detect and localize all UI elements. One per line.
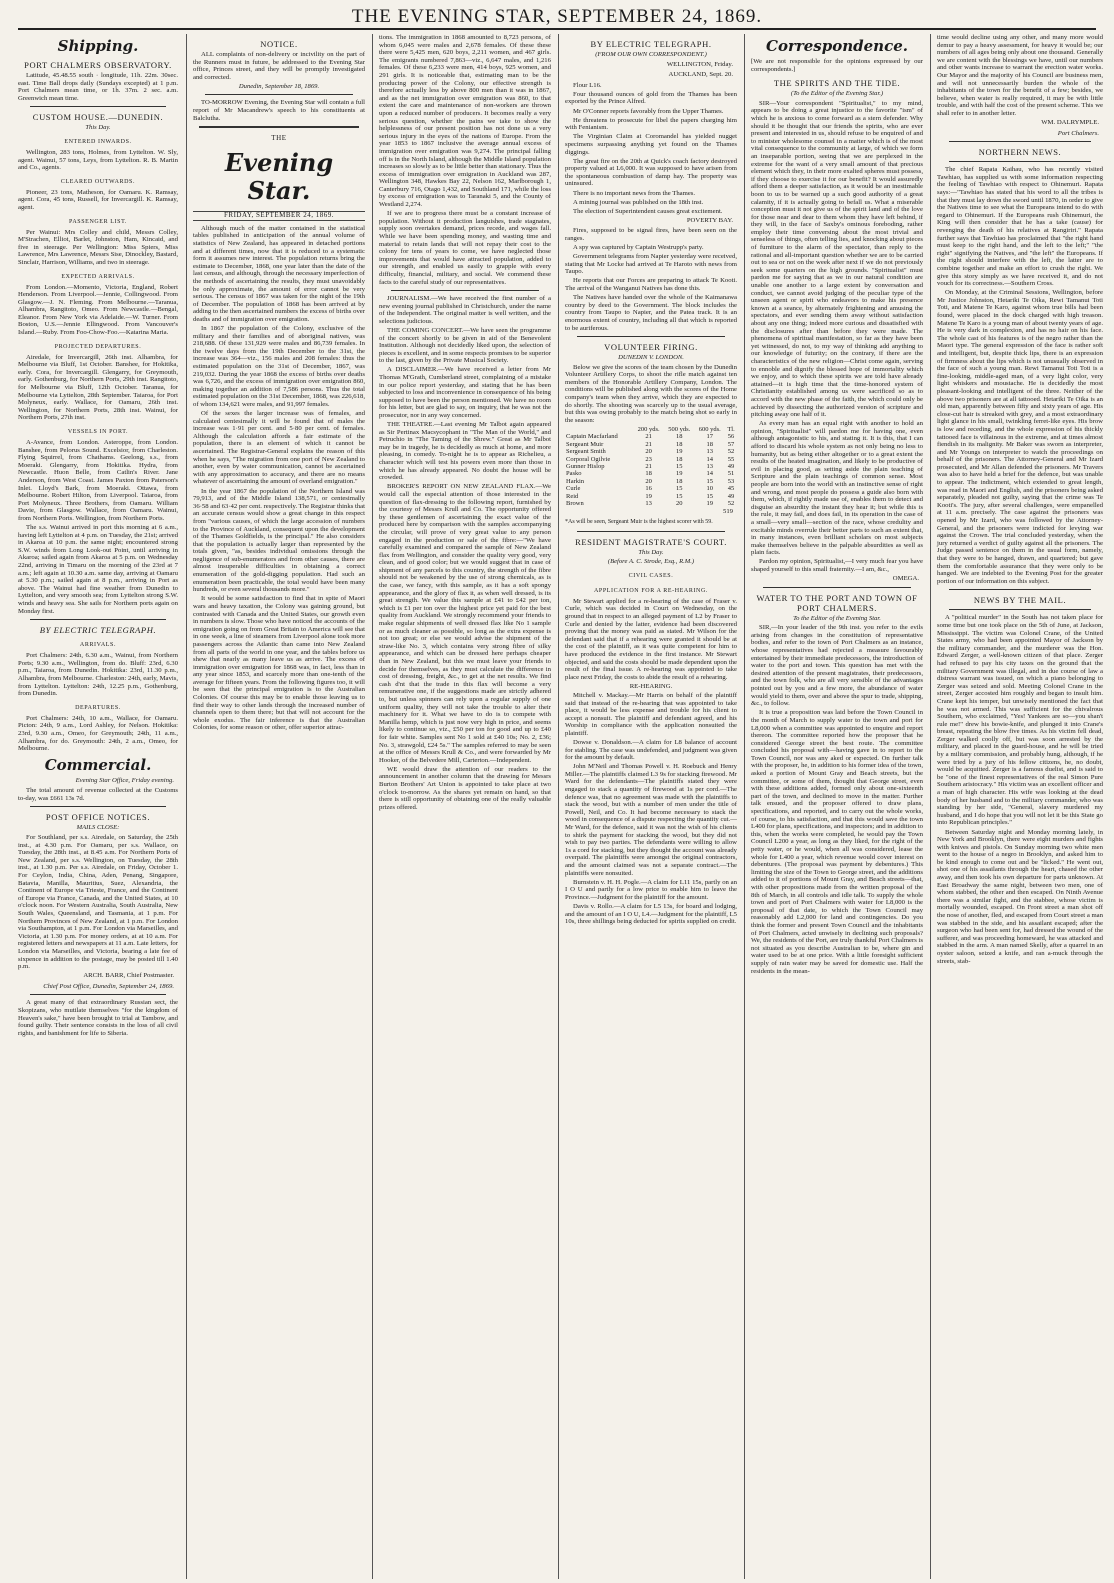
- table-cell: 14: [706, 470, 713, 478]
- spirits-paragraph: Pardon my opinion, Spiritualist,—I very much fear you have shaped yourself to this small fraternity.—I am, &c.,: [751, 558, 923, 573]
- spirits-heading: THE SPIRITS AND THE TIDE.: [773, 78, 901, 89]
- table-cell: 18: [675, 477, 683, 485]
- vessels-in-port-text: A-Avance, from London. Asteroppe, from London. Banshee, from Pelorus Sound. Excelsior, from Charleston. Flying Squirrel, from Chathams. Geelong, s.s., from Moeraki. Glengarry, from Hokitika. Hydra, from Newcastle. Huon Belle, from Catlin's River. Jane Anderson, from West Coast. James Paxton from Paterson's Inlet. Lloyd's Bark, from Moeraki. Ottawa, from Melbourne. Robert Hilton, from Liverpool. Taiaroa, from Port Molyneux. Three Brothers, from Oamaru. William Davie, from Glasgow. Wallace, from Oamaru. Wainui, from Northern Ports. Wellington, from Northern Ports.: [18, 439, 178, 522]
- divider: [949, 161, 1091, 162]
- volunteer-subheading: DUNEDIN V. LONDON.: [618, 354, 684, 362]
- flax-report-item: BROKER'S REPORT ON NEW ZEALAND FLAX.—We would call the especial attention of those interested in the question of flax-dressing to the following report, furnished by the courtesy of Messrs Krull and Co. The opportunity offered by these gentlemen of ascertaining the exact value of the produced here by comparison with the samples accompanying the circular, will prove of very great value to any person engaged in the production or sale of the fibre:—"We have carefully examined and compared the sample of New Zealand flax from Wellington, and consider the quality very good, very clean, and of good color; but we would suggest that in case of shipment of any parcels to this country, the strength of the fibre should not be weakened by the use of strong chemicals, as is the case, we fancy, with this sample, as it has a soft spongy appearance, and the glory of flax it, as when well dressed, is its great strength. We value this sample at £41 to £42 per ton, which is £1 per ton over the highest price yet paid for the best quality from Auckland. We strongly recommend your friends to make regular shipments of well dressed flax like No 1 sample or as much cleaner as possible, so long as the extra expense is not too great; or else we would advise the shipment of the straw-like No. 3, which contains very strong fibre of silky appearance, and which can be dressed here perhaps cheaper than in New Zealand, but this we must leave your friends to decide for themselves, as they must calculate the difference in cost of dressing, freight, &c., to get at the net results. We find cash d'nt that the trade in this flax will become a very remunerative one, if the suggestions made are strictly adhered to, but unless spinners can rely upon a regular supply of one uniform quality, they will not take the trouble to alter their machinery for it. What we have to do is to compete with Manilla hemp, which is just now very high in price, and seems likely to continue so, viz., £50 per ton for good and up to £40 for fair white. Samples sent No 1 sold at £40 10s; No. 2, £36; No. 3, strawgold, £24 5s." The samples referred to may be seen at the office of Messrs Krull & Co., and were forwarded by Mr Hooker, of the Belvedere Mill, Carterton.—Independent.: [379, 483, 551, 764]
- table-cell: 57: [727, 440, 735, 448]
- auckland-dateline: AUCKLAND, Sept. 20.: [668, 71, 733, 79]
- poverty-bay-item: He reports that our Forces are preparing to attack Te Kooti. The arrival of the Wanganui Natives has done this.: [565, 277, 737, 293]
- art-union-item: WE would draw the attention of our readers to the announcement in another column that the drawing for Messrs Burton Brothers' Art Union is appointed to take place at two o'clock to-morrow. As the shares yet remain on hand, so that there is still opportunity of obtaining one of the really valuable prizes offered.: [379, 765, 551, 811]
- auckland-item: He threatens to prosecute for libel the papers charging him with Fenianism.: [565, 116, 737, 132]
- concert-item: THE COMING CONCERT.—We have seen the programme of the concert shortly to be given in aid of the Benevolent Institution. Although not decidedly liked upon, the selection of pieces is excellent, and in some respects promises to be superior to the last, given by the Private Musical Society.: [379, 326, 551, 365]
- score-total: 519: [722, 508, 733, 516]
- water-paragraph: It is true a proposition was laid before the Town Council in the month of March to supply water to the town and port for L8,000 when a committee was appointed to enquire and report thereon. The committee reported how the proposer that he considered George street the best route. The committee concluded his proposal with—having gave in to report to the Town Council, nor was any aked or expected. On further talk with the proposer, he, in addition to his former idea of the town, asked a portion of Mount Gray and Beach streets, but the committee, or some of them, thought that George street, even with these additions added, formed only about one-sixteenth part of the town, and declined to move in the matter. Further talk ensued, and the proposer offered to draw plans, specifications, and reported, and to carry out the whole works, of course, to his satisfaction, and that this would save the town L400 for plans, specifications, and inspectors; and in addition to this, when the works were completed, he would pay the Town Council L200 a year, as long as they liked, for the right of the petty water, or he would, when all was considered, lease the whole for L400 a year, which revenue would cover interest on debentures. (The proposal was payment by debentures.) This limiting the size of the Town to George street, and the additions added to it of portions of Mount Gray, and Beach streets—that, with other propositions made from the written proposal of the 8th of March, in all controls and idle talk. To supply the whole town and port of Port Chalmers with water for L8,000 is the proposal of that date, to which the Town Council may reasonably add L2,000 for land and contingencies. Do you think the former and present Town Council and the inhabitants of Port Chalmers, acted unwisely in declining such proposals? We, the residents of the Port, are truly thankful Port Chalmers is not situated as you describe Australian to be, where gin and water used to be at one price. With a little foresight sufficient supply of rain water may be saved for domestic use. Half the residents in the mean-: [751, 709, 923, 975]
- application-heading: APPLICATION FOR A RE-HEARING.: [593, 587, 709, 594]
- rm-paragraph: Dowse v. Donaldson.—A claim for L8 balance of account for stabling. The case was undefended, and judgment was given for the amount by default.: [565, 738, 737, 762]
- table-cell: 23: [645, 455, 652, 463]
- telegraph-source: (FROM OUR OWN CORRESPONDENT.): [595, 51, 707, 58]
- column-editorial: [186, 34, 365, 1579]
- table-cell: 45: [727, 485, 735, 493]
- notice-date: Dunedin, September 18, 1869.: [238, 82, 320, 90]
- divider: [30, 106, 166, 107]
- table-row: [565, 456, 737, 463]
- editorial-paragraph: It would be some satisfaction to find that in spite of Maori wars and heavy taxation, the Colony was gaining ground, but contrasted with Canada and the United States, our growth even in numbers is slow. Those who have noticed the accounts of the emigration going on from Great Britain to America will see that in one week, a line of steamers from Liverpool alone took more passengers across the Atlantic than came into New Zealand from all parts of the world in one year, and the tables before us shew that nearly as many leave us as arrive. The excess of immigration over emigration for 1868 was, in fact, less than in any year since 1853, and scarcely more than one-tenth of the average for fifteen years. From the following figures too, it will be seen that the principal emigration is to the Australian Colonies. Of course this may be to enable those leaving us to find their way to other lands through the increased number of channels open to them there; but that will not account for the whole exodus. The fair inference is that the Australian Colonies, for some reason or other, offer superior attrac-: [193, 595, 365, 732]
- column-editorial-cont: [372, 34, 551, 1579]
- table-cell: Sergeant Smith: [566, 448, 606, 456]
- table-cell: 15: [675, 485, 683, 493]
- rm-paragraph: Mr Stewart applied for a re-hearing of the case of Fraser v. Curle, which was decided in Court on Wednesday, on the ground that in respect to an alleged payment of L2 by Fraser to Curle and denied by the latter, evidence had been discovered proving that the money was paid as stated. Mr Wilson for the defendant said that if a rehearing were granted it should be at the cost of the plaintiff, as it was quite competent for him to have produced the evidence in the first instance. Mr Stewart objected, and said the costs should be made dependent upon the result of the final issue. A re-hearing was appointed to take place next Friday, the costs to abide the result of a rehearing.: [565, 597, 737, 681]
- correspondence-heading: Correspondence.: [766, 37, 908, 55]
- tel-departures-text: Port Chalmers: 24th, 10 a.m., Wallace, for Oamaru. Picton: 24th, 9 a.m., Lord Ashley, for Nelson. Hokitika: 23rd, 9.30 a.m., Omeo, for Greymouth; 24th, 11 a.m., Alhambra, for do. Greymouth: 24th, 2 a.m., Omeo, for Melbourne.: [18, 714, 178, 753]
- rm-court-heading: RESIDENT MAGISTRATE'S COURT.: [575, 536, 727, 547]
- table-cell: 49: [727, 492, 735, 500]
- water-paragraph: time would decline using any other, and many more would demur to pay a heavy assessment, for heavy it would be; our numbers of all ages being only about one thousand. Generally we are content with the blessings we have, until our numbers and other wants increase to warrant the erection water works. Our Mayor and the majority of his Council are business men, and will not unnecessarily burden the whole of the inhabitants of the town for the benefit of a few; besides, we believe, when water is really required, it may be with little trouble, and with half the cost of the present scheme. This we shall refer to in another letter.: [937, 34, 1103, 117]
- table-cell: 17: [706, 433, 713, 441]
- projected-departures-heading: PROJECTED DEPARTURES.: [54, 343, 142, 350]
- table-cell: 15: [675, 462, 683, 470]
- paper-title: Evening Star.: [224, 148, 334, 206]
- divider: [949, 141, 1091, 142]
- expected-arrivals-text: From London.—Momento, Victoria, England, Robert Henderson. From Liverpool.—Jennie, Collingwood. From Glasgow.—J. N. Fleming. From Melbourne.—Taranua, Alhambra, Rangitoto, Omeo. From Newcastle.—Bengal, Eleanor. From New York via Adelaide.—W. Turner. From Boston, U.S.—Jennie Ellingwood. From Vancouver's Island.—Ruby. From Foo-Chow-Foo.—Katarina Maria.: [18, 283, 178, 337]
- divider: [577, 531, 725, 532]
- table-row: [565, 478, 737, 485]
- mails-close-label: MAILS CLOSE:: [76, 824, 120, 832]
- tel-arrivals-heading: ARRIVALS.: [79, 642, 117, 649]
- mail-paragraph: Between Saturday night and Monday morning lately, in New York and Brooklyn, there were eight murders and fights with knives and pistols. On Sunday morning two white men went to the house of a negro in Brooklyn, and asked him to be kind enough to come out and be "licked." He went out, shot one of his assailants through the heart, chased the other away, and then took his own departure for parts unknown. At East Broadway the same night, between two men, one of whom stabbed, the other and then escaped. On Ninth Avenue there was a similar fight, and the stabbee, whose victim is mortally wounded, escaped. On Front street a man shot off the nose of another, fled, and escaped from Court street a man was stabbed in the side, and his assailant escaped; after the surgeon who had been sent for, had dressed the wound of the sufferer, and was proceeding homeward, he was attacked and stabbed in the arm. A man named Skelly, after a quarrel in an oyster saloon, seized a knife, and ran a-muck through the streets, stab-: [937, 828, 1103, 965]
- table-cell: 19: [706, 500, 713, 507]
- divider: [577, 336, 725, 337]
- rm-paragraph: Mitchell v. Mackay.—Mr Harris on behalf of the plaintiff said that instead of the re-hearing that was appointed to take place, it would be less expense and trouble for his client to accept a nonsuit. The plaintiff and defendant agreed, and his Worship in compliance with the application nonsuited the plaintiff.: [565, 691, 737, 737]
- telegraph-heading: BY ELECTRIC TELEGRAPH.: [39, 625, 157, 636]
- cleared-outwards-text: Pioneer, 23 tons, Matheson, for Oamaru. K. Ramsay, agent. Cora, 45 tons, Russell, for Invercargill. K. Ramsay, agent.: [18, 188, 178, 211]
- table-cell: 13: [706, 462, 713, 470]
- auckland-item: The great fire on the 20th at Quick's coach factory destroyed property valued at L6,000. It was supposed to have arisen from the spontaneous combustion of damp hay. The property was uninsured.: [565, 157, 737, 188]
- vessels-in-port-heading: VESSELS IN PORT.: [67, 429, 129, 435]
- theatre-item: THE THEATRE.—Last evening Mr Talbot again appeared as Sir Pertinax Macsycophant in "The Man of the World," and Petruchio in "The Taming of the Shrew." Great as Mr Talbot may be in tragedy, he is decidedly as much at home, and more pleasing, in comedy. To-night he is to appear as Richelieu, a character which will test his powers even more than those in which he has already appeared. No doubt the house will be crowded.: [379, 421, 551, 482]
- cleared-outwards-heading: CLEARED OUTWARDS.: [60, 178, 136, 185]
- table-cell: 15: [675, 492, 683, 500]
- table-cell: 19: [645, 492, 652, 500]
- table-cell: Gunner Hislop: [566, 462, 605, 470]
- auckland-item: Flour L16.: [573, 81, 602, 89]
- table-cell: 19: [675, 448, 683, 456]
- editorial-paragraph: In 1867 the population of the Colony, exclusive of the military and their families and of aboriginal natives, was 218,688. Of these 131,929 were males and 86,739 females. In the twelve days from the 19th December to the 31st, the increase was 364—viz., 156 males and 208 females: thus the estimated population on the 31st of December, 1867, was 219,032. During the year 1868 the excess of births over deaths was 6,726, and the excess of immigration over emigration 860, making together an addition of 7,586 persons. Thus the total estimated population on the 31st December, 1868, was 226,618, of whom 134,621 were males, and 91,997 females.: [193, 325, 365, 408]
- dateline: FRIDAY, SEPTEMBER 24, 1869.: [193, 211, 365, 221]
- column-telegraph: [558, 34, 737, 1579]
- volunteer-heading: VOLUNTEER FIRING.: [604, 342, 698, 353]
- editorial-paragraph: If we are to progress there must be a constant increase of population. Without it production languishes, trade stagnates, supply soon overtakes demand, prices recede, and wages fall. While we have been spending money, and wasting time and material to retain lands that will not repay their cost to the colony for tens of years to come, we have neglected those improvements that would have attracted population, added to our strength, and enabled us easily to grapple with every difficulty, financial, military, and social. We commend these facts to the careful study of our representatives.: [379, 210, 551, 286]
- table-row: [565, 500, 737, 507]
- divider: [949, 609, 1091, 610]
- column-correspondence: [744, 34, 923, 1579]
- table-cell: 10: [706, 485, 713, 493]
- table-cell: Pasko: [566, 470, 582, 478]
- post-office-text: For Southland, per s.s. Airedale, on Saturday, the 25th inst., at 4.30 p.m. For Oamaru, per s.s. Wallace, on Tuesday, the 28th inst., at 8.45 a.m. For Northern Ports of New Zealand, per s.s. Wellington, on Tuesday, the 28th inst., at 1.30 p.m. Per s.s. Airedale, on Friday, October 1. For Ceylon, India, China, Aden, Penang, Singapore, Batavia, Manilla, Mauritius, Suez, Alexandria, the Continent of Europe via Trieste, France, and the Continent of Europe via France, Canada, and the United States, at 10 o'clock noon. For Western Australia, South Australia, New South Wales, Queensland, and Tasmania, at 1 p.m. For Northern Provinces of New Zealand, at 1 p.m. For London via Southampton, at 1 p.m. For London via Marseilles, and Victoria, at 1.30 p.m. For money orders, at at 10 a.m. For registered letters and newspapers at 11 a.m. Late letters, for London via Marseilles, and Victoria, bearing a late fee of sixpence in addition to the postage, may be posted till 1.40 p.m.: [18, 834, 178, 971]
- water-signature: WM. DALRYMPLE.: [1041, 119, 1099, 127]
- rm-paragraph: John M'Neil and Thomas Powell v. H. Roebuck and Henry Miller.—The plaintiffs claimed L3 9s for stacking firewood. Mr Ward for the defendants—The plaintiffs stated they were engaged to stack a quantity of firewood at 1s per cord.—The defence was, that no agreement was made with the plaintiffs to stack the wood, but with a number of men under the title of Powell, Neil, and Co. It had become necessary to stack the wood in consequence of a dispute respecting the quantity cut.—Mr Ward, for the defence, said it was not the wish of his clients to shirk the payment for stacking the wood, but they did not wish to pay two parties. The defendants were willing to allow 1s a cord for stacking, but they thought the account was already overpaid. The plaintiffs were amongst the original contractors, and the amount claimed was not a separate contract.—The plaintiffs were nonsuited.: [565, 763, 737, 877]
- table-cell: 18: [675, 455, 683, 463]
- divider: [949, 589, 1091, 590]
- water-paragraph: SIR,—In your leader of the 9th inst. you refer to the evils arising from changes in the constitution of representative bodies, and refer to the town of Port Chalmers as an instance, whose representatives had rejected a measure favourably entertained by their immediate predecessors, the introduction of water to the port and town. This question has met with the desired attention of the present magistrates, their predecessors, and the town folk, who are all very sensible of the advantages pointed out by you and a few more, the abundance of water would yield to them, over and above the spur to trade, shipping, &c., to follow.: [751, 624, 923, 708]
- post-signature-place: Chief Post Office, Dunedin, September 24, 1869.: [43, 982, 174, 990]
- water-subheading: To the Editor of the Evening Star.: [793, 614, 881, 622]
- table-row: [565, 463, 737, 470]
- tomorrow-notice: TO-MORROW Evening, the Evening Star will contain a full report of Mr Macandrew's speech to his constituents at Balclutha.: [193, 99, 365, 122]
- telegraph-heading: BY ELECTRIC TELEGRAPH.: [590, 39, 712, 49]
- tel-arrivals-text: Port Chalmers: 24th, 6.30 a.m., Wainui, from Northern Ports; 9.30 a.m., Wellington, from do. Bluff: 23rd, 6.30 p.m., Taiaroa, from Dunedin. Hokitika: 23rd, 11.30 p.m., Alhambra, from Melbourne. Charleston: 24th, early, Mavis, from Lyttelton. Lyttelton: 24th, 12.25 p.m., Gothenburg, from Dunedin.: [18, 652, 178, 698]
- table-cell: 52: [727, 500, 735, 507]
- table-cell: Captain Macfarland: [566, 433, 618, 441]
- table-row: [565, 470, 737, 477]
- table-cell: Corporal Ogilvie: [566, 455, 611, 463]
- spirits-signature: OMEGA.: [892, 575, 919, 583]
- rm-paragraph: Burnstein v. H. H. Pogle.—A claim for L11 15s, partly on an I O U and partly for a low price to enable him to leave the Province.—Judgment for the plaintiff for the amount.: [565, 878, 737, 901]
- table-cell: Curle: [566, 485, 581, 493]
- auckland-item: There is no important news from the Thames.: [573, 189, 696, 197]
- spirits-paragraph: As every man has an equal right with another to hold an opinion, "Spiritualist" will pardon me for having one, even although antagonistic to his, and stating it. It is this, that I can afford to discard his whole system as not only being no less to humanity, but as being either altogether or to a great extent the results of the heated imagination, and likely to be productive of evil in placing good, as setting aside the plain teaching of Scripture and the plain teachings of common sense. Most people are born into the world with an instinctive sense of right and wrong, and most people do possess a guide also born with them, which, if rightly made use of, enables them to detect and disguise an absurdity the instant they hear it; but while this is the rule, it may fail, and does fail, in its operation in the case of a small—very small—section of the race, whose credulity and excitable minds overrule their better parts to such an extent that, in many instances, even brilliant scholars on most subjects make themselves believe in the palpable absurdities as well as plain facts.: [751, 420, 923, 557]
- rm-before: (Before A. C. Strode, Esq., R.M.): [607, 558, 695, 566]
- table-cell: 53: [727, 477, 735, 485]
- poverty-bay-item: The Natives have handed over the whole of the Kaimanawa country by deed to the Government. The block includes the country from Taupo to Napier, and the Patea track. It is an enormous extent of country, including all that which is reported to be auriferous.: [565, 294, 737, 332]
- volunteer-text: Below we give the scores of the team chosen by the Dunedin Volunteer Artillery Corps, to shoot the rifle match against ten members of the Honorable Artillery Company, London. The conditions will be published along with the scores of the Home company's team when they arrive, which they are expected to do shortly. The shooting was scarcely up to the usual average, but this was owing probably to the match being shot so early in the season:: [565, 363, 737, 424]
- wellington-dateline: WELLINGTON, Friday.: [666, 60, 733, 68]
- table-cell: 14: [706, 455, 713, 463]
- commercial-text: The total amount of revenue collected at the Customs to-day, was £661 13s 7d.: [18, 787, 178, 802]
- the-label: THE: [271, 134, 287, 143]
- table-row: [565, 433, 737, 440]
- score-col-header: 600 yds.: [698, 425, 721, 433]
- table-cell: 16: [645, 485, 652, 493]
- notice-heading: NOTICE.: [260, 39, 298, 49]
- tel-departures-heading: DEPARTURES.: [75, 704, 121, 711]
- northern-news-heading: NORTHERN NEWS.: [978, 147, 1062, 158]
- projected-departures-text: Airedale, for Invercargill, 26th inst. Alhambra, for Melbourne via Bluff, 1st October. Banshee, for Hokitika, early. Cora, for Invercargill. Glengarry, for Greymouth, early. Gothenburg, for Northern Ports, 29th inst. Rangitoto, for Melbourne via Bluff, 12th October. Taranua, for Melbourne via Lyttelton, 28th September. Taiaroa, for Port Molyneux, early. Wallace, for Oamaru, 26th inst. Wellington, for Northern Ports, 28th inst. Wainui, for Northern Ports, 27th inst.: [18, 353, 178, 422]
- shipping-heading: Shipping.: [57, 37, 139, 55]
- editorial-paragraph: In the year 1867 the population of the Northern Island was 79,913, and of the Middle Island 138,571, or centesimally 36·58 and 63·42 per cent. respectively. The Registrar thinks that an accurate census would show a great change in this respect from "various causes, of which the large accession of numbers to the Province of Auckland, consequent upon the development of the Thames Goldfields, is the principal." He also considers that the population is actually larger than represented by the totals given, "as, besides individual omissions through the negligence of sub-enumerators and from other causes, there are almost insuperable difficulties in obtaining a correct enumeration of the gold-digging population. Had such an enumeration been practicable, the total would have been many hundreds, or even several thousands more.": [193, 487, 365, 594]
- rm-this-day: This Day.: [638, 548, 664, 556]
- rm-subheading: RE-HEARING.: [629, 682, 673, 690]
- score-col-header: 500 yds.: [668, 425, 691, 433]
- table-cell: 56: [727, 433, 735, 441]
- auckland-item: Mr O'Conner reports favorably from the Upper Thames.: [573, 107, 724, 115]
- commercial-heading: Commercial.: [44, 755, 152, 774]
- divider: [30, 619, 166, 620]
- poverty-bay-dateline: POVERTY BAY.: [686, 216, 733, 224]
- table-cell: Reid: [566, 492, 579, 500]
- table-cell: 13: [645, 500, 652, 507]
- poverty-bay-item: Fires, supposed to be signal fires, have been seen on the ranges.: [565, 227, 737, 242]
- table-cell: 18: [675, 433, 683, 441]
- mail-news-heading: NEWS BY THE MAIL.: [973, 595, 1067, 606]
- expected-arrivals-heading: EXPECTED ARRIVALS.: [61, 273, 135, 280]
- entered-inwards-text: Wellington, 283 tons, Holmes, from Lyttelton. W. Sly, agent. Wainui, 57 tons, Leys, from Lyttelton. R. B. Martin and Co., agents.: [18, 148, 178, 172]
- passenger-list-heading: PASSENGER LIST.: [68, 218, 127, 225]
- correspondence-disclaimer: [We are not responsible for the opinions expressed by our correspondents.]: [751, 58, 923, 73]
- auckland-item: The election of Superintendent causes great excitement.: [573, 207, 723, 215]
- table-cell: 20: [675, 500, 683, 507]
- score-table: [565, 426, 737, 507]
- auckland-item: Four thousand ounces of gold from the Thames has been exported by the Prince Alfred.: [565, 90, 737, 106]
- divider: [205, 94, 353, 95]
- rm-paragraph: Davis v. Rollo.—A claim for L5 13s, for board and lodging, and the amount of an I O U, L4.—Judgment for the plaintiff, L5 10s, three shillings being deducted for spirits supplied on credit.: [565, 902, 737, 926]
- editorial-paragraph: Although much of the matter contained in the statistical tables published in anticipation of the annual volume of statistics of New Zealand, has appeared in detached portions and at different times, now that it is reduced to a systematic form it assumes new interest. The population returns bring the estimate to December, 1868, one year later than the date of the last census, and although, through the necessary imperfection of the methods of ascertaining the results, they must unavoidably be only approximate, the amount of error cannot be very serious. The census of 1867 was taken for the night of the 19th of December. The population of 1868 has been arrived at by adding to the then ascertained numbers the excess of births over deaths and of immigration over emigration.: [193, 224, 365, 323]
- table-cell: 55: [727, 455, 735, 463]
- journalism-item: JOURNALISM.—We have received the first number of a new evening journal published in Christchurch, under the name of the Independent. The original matter is well written, and the selections judicious.: [379, 295, 551, 325]
- table-cell: 21: [645, 433, 652, 441]
- table-cell: 18: [645, 470, 652, 478]
- table-cell: 15: [706, 492, 713, 500]
- commercial-office: Evening Star Office, Friday evening.: [75, 776, 174, 784]
- disclaimer-item: A DISCLAIMER.—We have received a letter from Mr Thomas M'Grath, Cumberland street, complaining of a mistake in our police report yesterday, and stating that he has been subjected to loss and inconvenience in consequence of his being supposed to have been the person mentioned. We have no room for his letter, but are glad to say, on inquiry, that he was not the prosecutor, nor in any way concerned.: [379, 366, 551, 419]
- divider: [763, 587, 911, 588]
- poverty-bay-item: Government telegrams from Napier yesterday were received, stating that Mr Locke had arrived at Te Haroto with news from Taupo.: [565, 253, 737, 276]
- table-cell: 52: [727, 448, 735, 456]
- water-heading: WATER TO THE PORT AND TOWN OF PORT CHALMERS.: [756, 592, 918, 613]
- score-col-header: [565, 426, 633, 433]
- observatory-text: Latitude, 45.48.55 south · longitude, 11h. 22m. 30sec. east. Time Ball drops daily (Sundays excepted) at 1 p.m. Port Chalmers mean time, or 1h. 37m. 2 sec. a.m. Greenwich mean time.: [18, 72, 178, 102]
- divider: [391, 290, 539, 291]
- this-day-label: This Day.: [85, 124, 111, 132]
- table-cell: 19: [675, 470, 683, 478]
- column-shipping: [18, 34, 178, 1579]
- editorial-paragraph: Of the sexes the larger increase was of females, and calculated centesimally it will be found that of males the increase was 1·91 per cent. and 5·80 per cent. of females. Although the calculation affords a fair estimate of the population, there is an element of which it cannot be ascertained. The Registrar-General explains the reason of this when he says, "The migration from one port of New Zealand to another, even by water communication, cannot be ascertained with any approximation to accuracy, and there are no means whatever of ascertaining the amount of overland emigration.": [193, 410, 365, 486]
- table-cell: Brown: [566, 500, 584, 507]
- score-col-header: Tl.: [727, 425, 735, 433]
- water-signature-place: Port Chalmers.: [1057, 129, 1099, 137]
- table-cell: 51: [727, 470, 735, 478]
- divider: [30, 806, 166, 807]
- editorial-paragraph: tions. The immigration in 1868 amounted to 8,723 persons, of whom 6,045 were males and 2,678 females. Of these these there were 5,425 men, 620 boys, 2,211 women, and 467 girls. The emigrants numbered 7,863—viz., 6,647 males, and 1,216 females. Of these 6,233 were men, 414 boys, 925 women, and 291 girls. It is noticeable that, estimating man to be the producing power of the Colony, our effective strength is therefore actually less by above 800 men than it was in 1867, and as the net immigration over emigration was 860, to that extent the care and maintenance of non-workers are thrown upon a reduced number of producers. It becomes really a very serious question, whether the pains we take to show the helplessness of our present position has not done us a very serious injury in the eyes of the nations of Europe. From the year 1853 to 1867 inclusive the average annual excess of immigration over emigration was 9,274. The principal falling off is in the North Island, although the Middle Island population increases so slowly as to be little better than stationary. Thus the excess of immigration over emigration in Auckland was 287, Wellington 348, Hawkes Bay 22, Nelson 162, Marlborough 1, Canterbury 716, Otago 1,432, and Southland 171, while the loss by excess of emigration was to Taranaki 5, and the County of Westland 2,274.: [379, 34, 551, 209]
- table-cell: 20: [645, 448, 652, 456]
- score-table-header: [565, 426, 737, 433]
- table-cell: 49: [727, 462, 735, 470]
- table-cell: Harkin: [566, 477, 585, 485]
- masthead: THE EVENING STAR, SEPTEMBER 24, 1869.: [18, 6, 1096, 30]
- table-cell: 21: [645, 462, 652, 470]
- table-cell: 20: [645, 477, 652, 485]
- wainui-report: The s.s. Wainui arrived in port this morning at 6 a.m., having left Lyttelton at 4 p.m. on Tuesday, the 21st; arrived in Akaroa at 10 p.m. the same night; encountered strong S.W. winds from Long Look-out Point, until arriving in Akaroa; sailed again from Akaroa at 5 p.m. on Wednesday 22nd, arriving in Timaru on the morning of the 23rd at 7 a.m.; left again at 10.30 a.m. same day, arriving at Oamaru at 5.30 p.m.; sailed again at 8 p.m., arriving in Port as above. The Wainui had fine weather from Dunedin to Lyttelton, and very smooth sea; from Lyttelton strong S.W. winds and heavy sea. She sails for Northern ports again on Monday first.: [18, 524, 178, 615]
- table-cell: 21: [645, 440, 652, 448]
- entered-inwards-heading: ENTERED INWARDS.: [64, 138, 132, 145]
- table-row: [565, 485, 737, 492]
- divider: [30, 994, 166, 995]
- post-signature: ARCH. BARR, Chief Postmaster.: [83, 972, 174, 980]
- passenger-list-text: Per Wainui: Mrs Colley and child, Messrs Colley, M'Strachen, Elliot, Barlet, Johnston, Ham, Kincaid, and five in steerage. Per Wellington: Miss Spiers, Miss Lawrence, Mrs Lawrence, Messrs Sise, Dinockley, Bastard, Sinclair, Harrison, Williams, and two in steerage.: [18, 228, 178, 266]
- civil-cases-heading: CIVIL CASES.: [628, 572, 674, 579]
- skopizans-paragraph: A great many of that extraordinary Russian sect, the Skopizans, who mutilate themselves "for the kingdom of Heaven's sake," have been brought to trial at Tambow, and found guilty. Their sentence consists in the loss of all civil rights, and banishment for life to Siberia.: [18, 999, 178, 1037]
- table-row: [565, 441, 737, 448]
- spirits-paragraph: SIR—Your correspondent "Spiritualist," to my mind, appears to be doing a great injustice to the favorite "ism" of which he is anxious to come forward as a stern defender. Why should it be thought that our friends the spirits, who are ever present and interested in us, should refuse to be enquired of and to minister wholesome counsel in a matter which is of the most vital consequence to the community at large, of which we form an inseparable portion, seeing that we are perplexed in the extreme for the want of a very small amount of that precious element which they, in their more exalted spheres must possess, if they choose to exercise it for our benefit? It would assuredly afford them a deeper satisfaction, as it would be an inestimable boon to us to be warned up a such good authority of a great calamity, if it is actually going to befall us. What a miserable conception must it not give us of the spirit land and of the love for those near and dear to them whom they have left behind, if they will, in the face of Saxby's ominous foreboding, rather employ their time conversing about the most trivial and senseless of things, often telling lies, and knocking about pieces of furniture to the alarm of the spectator, than reply to the rational and all-important question whether we are to be carried out to sea or not on the week after next if we do not previously seek some quarters on the high grounds. "Spiritualist" must pardon me for saying that as we in our natural condition are unable one another to a large extent by conversation and conduct, we cannot avoid judging of the peculiar type of the unseen agent or spirit who endeavors to make his presence known at a seance, by alternately frightening and amusing the spectators, and ever sending them away without satisfaction about any one thing; indeed more curious and dissatisfied with the disclosures after than before they were made. The phenomena of spiritual manifestation, so far as they have been yet witnessed, do not, to my way of thinking add anything to our knowledge of futurity; on the contrary, if there are the characteristics of the new religion—Christ come again, serving to ennoble and dignify the blessed hope of immortality which we enjoy, and to which these spirits we are told have already attained—it is high time that the time-honored system of Christianity established among us were sacrificed so as to accord with the new phase of the faith, the which could only be achieved by dissecting the authorized version of scripture and pitching away one half of it.: [751, 99, 923, 419]
- table-cell: 15: [706, 477, 713, 485]
- table-row: [565, 448, 737, 455]
- northern-paragraph: On Monday, at the Criminal Sessions, Wellington, before Mr Justice Johnston, Hetariki Te Oika, Rewi Tamanui Toti Toti, and Matene Te Karo, against whom true bills had been found, were placed in the dock charged with high treason. Matene Te Karo is a young man of about twenty years of age. He is very dark in complexion, and has no hair on his face. The whole cast of his features is of the negro rather than the Maori type. The general expression of the face is rather soft and intelligent, but, despite thick lips, there is an expression of firmness about the lips which is not unusually observed in the face of such a young man. Rewi Tamanui Toti Toti is a fine-looking, middle-aged man, of a very light color, very light whiskers and moustache. He is decidedly the most pleasant-looking and intelligent of the three. Neither of the above two prisoners are at all tattooed. Hetariki Te Oika is an old man, apparently between fifty and sixty years of age. His close-cut hair is streaked with grey, and a most extraordinary light glance in his small, twinkling ferret-like eyes. His brow is low and receding, and the whole expression of his thickly tattooed face is villainous in the extreme, and at times almost fiendish in its malignity. Mr Baker was sworn as interpreter, and Mr Youngs on interpreter to watch the proceedings on behalf of the prisoners. The Attorney-General and Mr Izard prosecuted, and Mr Allan defended the prisoners. Mr Travers was also to have held a brief for the defence, but was unable to appear. The indictment, which extended to great length, was read in Maori and English, and the prisoners being asked separately, pleaded not guilty, saying that the crime was Te Kooti's. The jury, after several challenges, were empanelled at 11 a.m. precisely. The case against the prisoners was opened by Mr Izard, who was followed by the Attorney-General, and the prisoners were indicted for levying war against the Crown. The trial concluded yesterday, when the jury returned a verdict of guilty against all the prisoners. The Judge passed sentence on them in the usual form, namely, that they were to be hanged, drawn, and quartered; but gave them the comfortable assurance that they were only to be hanged. We are indebted to the Evening Post for the greater portion of our information on this subject.: [937, 289, 1103, 585]
- table-cell: 18: [706, 440, 713, 448]
- auckland-item: The Virginian Claim at Coromandel has yielded nugget specimens surpassing anything yet found on the Thames diggings.: [565, 133, 737, 156]
- double-rule: [199, 126, 359, 128]
- custom-house-heading: CUSTOM HOUSE.—DUNEDIN.: [32, 112, 164, 123]
- score-note: *As will be seen, Sergeant Muir is the highest scorer with 59.: [565, 519, 713, 525]
- table-cell: Sergeant Muir: [566, 440, 604, 448]
- notice-text: ALL complaints of non-delivery or incivility on the part of the Runners must in future, be addressed to the Evening Star office, Princes street, and they will be promptly investigated and corrected.: [193, 51, 365, 81]
- northern-paragraph: The chief Rapata Kaihau, who has recently visited Tawhiao, has supplied us with some information respecting the feeling of Tawhiao with respect to Ohinemuri. Rapata says:—"Tawhiao has stated that his word to all the tribes is that they must lay down the sword until 1870, in order to give the Natives time to see what the Europeans intend to do with regard to Ohinemuri. If the Europeans rush Ohinemuri, the King will then consider that he has a take (cause) for revenging the death of his relatives at Rangiriri." Rapata further says that Tawhiao has proclaimed that "the right hand must keep to the right hand, and the left to the left;" "the right" signifying the Natives, and "the left" the Europeans. If the right should interfere with the left, the latter are to combine together and make an effort to crush the right. We give this story simply as we have received it, and do not vouch for its correctness.—Southern Cross.: [937, 166, 1103, 288]
- spirits-subheading: (To the Editor of the Evening Star.): [790, 90, 884, 98]
- auckland-item: A mining journal was published on the 18th inst.: [573, 198, 704, 206]
- score-col-header: 200 yds.: [637, 425, 660, 433]
- table-cell: 13: [706, 448, 713, 456]
- post-office-heading: POST OFFICE NOTICES.: [45, 812, 151, 823]
- table-cell: 18: [675, 440, 683, 448]
- column-news: [930, 34, 1103, 1579]
- poverty-bay-item: A spy was captured by Captain Westrupp's party.: [573, 244, 704, 252]
- mail-paragraph: A "political murder" in the South has not taken place for some time but one took place on the 5th of June, at Jackson, Mississippi. The victim was Colonel Crane, of the United States army, who had been appointed Mayor of Jackson by the military commander, and the murderer was the Hon. Edward Zerger, a well-known citizen of that place. Zerger had refused to pay his city taxes on the ground that the military Government was illegal, and in due course of law a distress warrant was issued, on which a piano belonging to Zerger was seized and sold. Meeting Colonel Crane in the street, Zerger accosted him roughly and began to insult him. Crane kept his temper, but unwisely mentioned the fact that he was not armed. This was sufficient for the chivalrous Southern, who exclaimed, "Yes! Yankees are so—you shan't rule me!" drew his bowie-knife, and plunged it into Crane's breast, repeating the blow five times. As his victim fell dead, Zerger walked coolly off, but was soon arrested by the military, and placed in the guard-house, and he will be tried by a military commission, and probably hung, although, if he were tried by a jury of his fellow citizens, he, no doubt, would be acquitted. Zerger is a famous duelist, and is said to be "one of the finest representatives of the real Simon Pure Southern aristocracy." His victim was an excellent officer and a man of high character. His wife was looking at the dead body of her husband and to the military commander, who was standing by her side, "General, slavery murdered my husband, and I do hope that you will not let it be this State go into Republican principles.": [937, 614, 1103, 827]
- observatory-heading: PORT CHALMERS OBSERVATORY.: [24, 60, 172, 70]
- table-row: [565, 493, 737, 500]
